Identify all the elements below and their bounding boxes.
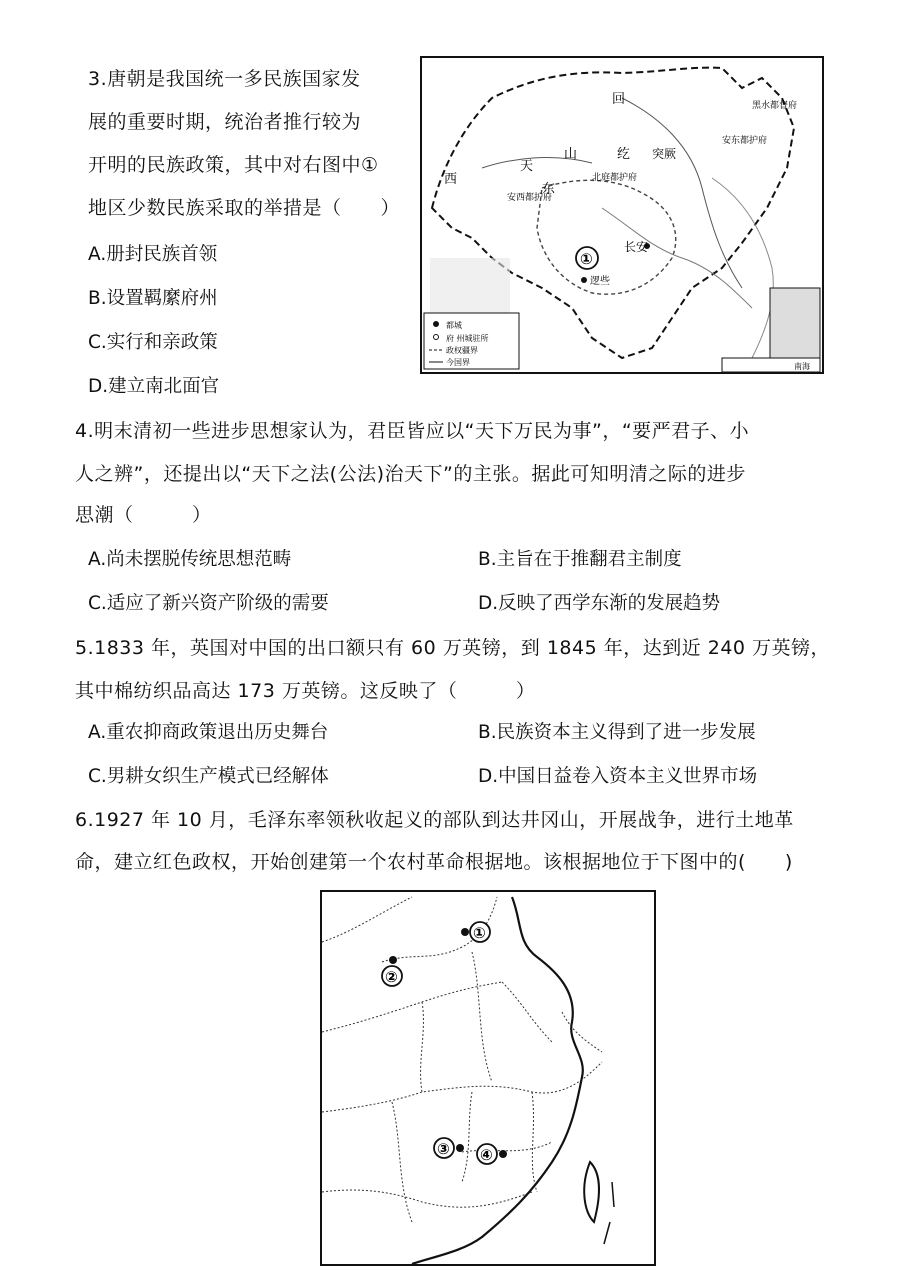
legend-modern-border: 今国界	[446, 358, 470, 367]
lhasa-dot	[581, 277, 587, 283]
q4-option-c[interactable]: C.适应了新兴资产阶级的需要	[88, 593, 329, 614]
map-legend	[424, 313, 519, 369]
legend-border: 政权疆界	[446, 346, 478, 355]
marker-dot-4	[499, 1150, 507, 1158]
q5-stem-line-2: 其中棉纺织品高达 173 万英镑。这反映了（ ）	[75, 680, 536, 702]
map-label-tujue: 突厥	[652, 147, 677, 161]
q3-stem-line-4: 地区少数民族采取的举措是（ ）	[88, 197, 401, 219]
q3-option-c[interactable]: C.实行和亲政策	[88, 332, 218, 353]
map-label-shan: 山	[564, 147, 578, 162]
q6-stem-line-1: 6.1927 年 10 月，毛泽东率领秋收起义的部队到达井冈山，开展战争，进行土地革	[75, 809, 794, 831]
marker-dot-1	[461, 928, 469, 936]
q4-option-a[interactable]: A.尚未摆脱传统思想范畴	[88, 549, 292, 570]
map-label-dong: 东	[542, 182, 556, 197]
legend-prefecture: 府 州城驻所	[446, 334, 489, 343]
q4-stem-line-1: 4.明末清初一些进步思想家认为，君臣皆应以“天下万民为事”，“要严君子、小	[75, 420, 750, 442]
q5-option-c[interactable]: C.男耕女织生产模式已经解体	[88, 766, 329, 787]
q3-option-d[interactable]: D.建立南北面官	[88, 376, 220, 397]
q3-stem-line-2: 展的重要时期，统治者推行较为	[88, 111, 362, 133]
q5-option-b[interactable]: B.民族资本主义得到了进一步发展	[478, 722, 756, 743]
q3-stem-line-1: 3.唐朝是我国统一多民族国家发	[88, 68, 361, 90]
tang-dynasty-map	[420, 56, 824, 374]
q4-option-b[interactable]: B.主旨在于推翻君主制度	[478, 549, 682, 570]
map-label-anxi: 安西都护府	[507, 193, 553, 203]
map-label-xi: 西	[444, 172, 458, 187]
map6-marker-4[interactable]: ④	[480, 1146, 493, 1164]
china-provinces-map	[320, 890, 656, 1266]
q6-stem-line-2: 命，建立红色政权，开始创建第一个农村革命根据地。该根据地位于下图中的( )	[75, 851, 793, 873]
q3-option-a[interactable]: A.册封民族首领	[88, 244, 218, 265]
map6-marker-2[interactable]: ②	[385, 968, 398, 986]
map-label-beiting: 北庭都护府	[592, 173, 638, 183]
q5-stem-line-1: 5.1833 年，英国对中国的出口额只有 60 万英镑，到 1845 年，达到近 240 万英镑，	[75, 637, 831, 659]
map-label-he: 纥	[617, 147, 631, 162]
map-label-nanhai: 南海	[794, 362, 810, 371]
marker-dot-3	[456, 1144, 464, 1152]
q4-stem-line-3: 思潮（ ）	[75, 504, 212, 526]
map-label-hui: 回	[612, 92, 626, 107]
map6-marker-3[interactable]: ③	[437, 1140, 450, 1158]
q4-option-d[interactable]: D.反映了西学东渐的发展趋势	[478, 593, 721, 614]
q3-stem-line-3: 开明的民族政策，其中对右图中①	[88, 154, 379, 176]
q5-option-a[interactable]: A.重农抑商政策退出历史舞台	[88, 722, 329, 743]
map-label-tian: 天	[520, 159, 534, 174]
taiwan-shape	[584, 1162, 599, 1222]
map-marker-1: ①	[580, 250, 593, 268]
map-label-changan: 长安	[624, 240, 649, 254]
marker-dot-2	[389, 956, 397, 964]
map6-marker-1[interactable]: ①	[473, 924, 486, 942]
map-label-andong: 安东都护府	[722, 136, 768, 146]
q3-option-b[interactable]: B.设置羁縻府州	[88, 288, 218, 309]
legend-capital: 都城	[446, 321, 462, 330]
q5-option-d[interactable]: D.中国日益卷入资本主义世界市场	[478, 766, 758, 787]
map-label-luoxie: 逻些	[590, 276, 610, 287]
q4-stem-line-2: 人之辨”，还提出以“天下之法(公法)治天下”的主张。据此可知明清之际的进步	[75, 463, 746, 485]
map-label-heishui: 黑水都督府	[752, 101, 798, 111]
